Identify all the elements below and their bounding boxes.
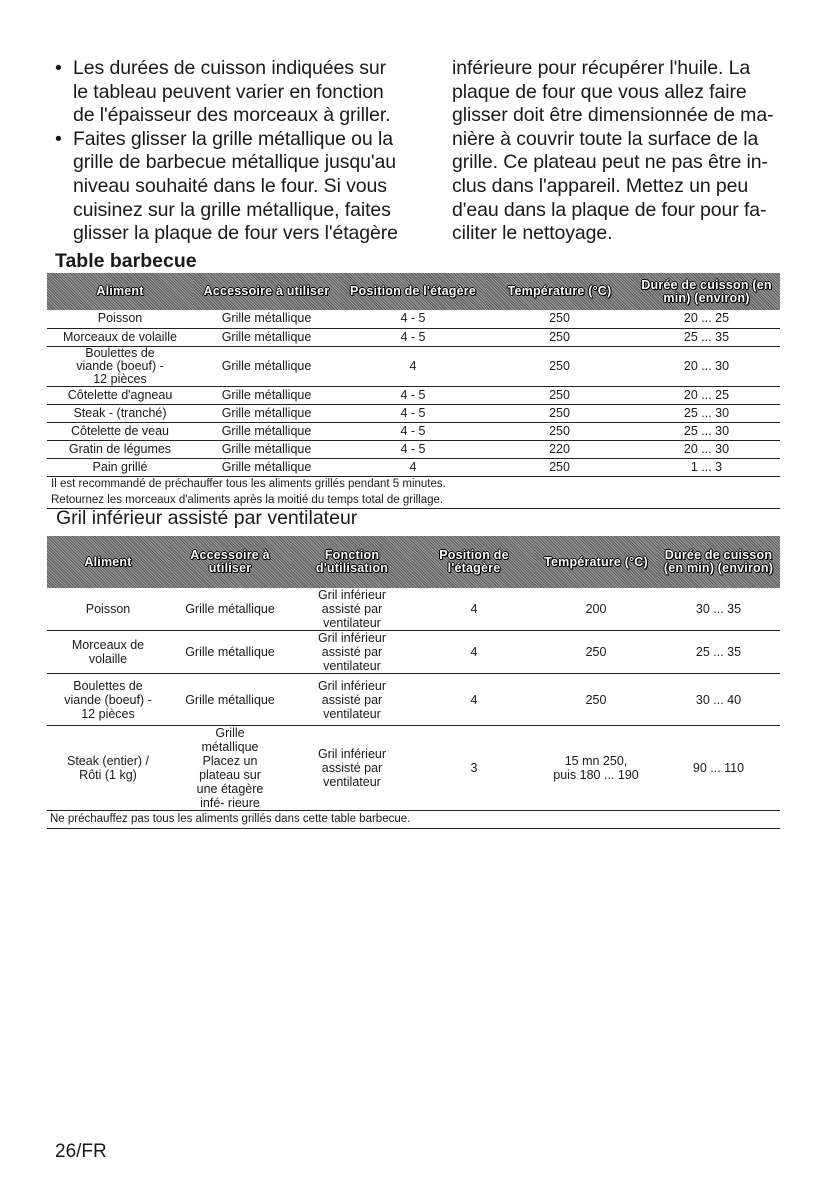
text-line: plaque de four que vous allez faire bbox=[452, 80, 747, 103]
cell-temperature: 250 bbox=[486, 328, 633, 346]
table-row bbox=[47, 588, 780, 631]
cell-duree: 30 ... 40 bbox=[657, 674, 780, 726]
table-header-row bbox=[47, 273, 780, 310]
text-line: ciliter le nettoyage. bbox=[452, 222, 613, 245]
cell-accessoire: Grille métallique bbox=[193, 440, 340, 458]
table-row bbox=[47, 404, 780, 422]
left-column bbox=[55, 57, 420, 246]
cell-position: 4 - 5 bbox=[340, 328, 486, 346]
table-note: Ne préchauffez pas tous les aliments grillés dans cette table barbecue. bbox=[47, 811, 780, 829]
cell-position: 4 bbox=[413, 631, 535, 674]
text-line: le tableau peuvent varier en fonction bbox=[73, 80, 384, 103]
cell-duree: 25 ... 30 bbox=[633, 404, 780, 422]
cell-fonction: Gril inférieur assisté par ventilateur bbox=[291, 674, 413, 726]
cell-fonction: Gril inférieur assisté par ventilateur bbox=[291, 588, 413, 631]
cell-fonction: Gril inférieur assisté par ventilateur bbox=[291, 726, 413, 811]
cell-aliment: Boulettes de viande (boeuf) - 12 pièces bbox=[47, 346, 193, 386]
cell-temperature: 250 bbox=[535, 631, 657, 674]
cell-temperature: 250 bbox=[486, 386, 633, 404]
table-note-row bbox=[47, 811, 780, 829]
table-row bbox=[47, 674, 780, 726]
text-line: clus dans l'appareil. Mettez un peu bbox=[452, 174, 749, 197]
table-barbecue bbox=[47, 273, 780, 509]
cell-duree: 20 ... 25 bbox=[633, 386, 780, 404]
cell-temperature: 250 bbox=[486, 404, 633, 422]
bullet-dot: • bbox=[55, 57, 62, 79]
cell-accessoire: Grille métallique bbox=[193, 346, 340, 386]
header-cell: Accessoire à utiliser bbox=[193, 273, 340, 310]
text-line: Faites glisser la grille métallique ou la bbox=[73, 127, 393, 150]
cell-duree: 30 ... 35 bbox=[657, 588, 780, 631]
table-gril-inferieur bbox=[47, 536, 780, 829]
cell-temperature: 200 bbox=[535, 588, 657, 631]
cell-accessoire: Grille métallique bbox=[169, 588, 291, 631]
cell-temperature: 250 bbox=[486, 310, 633, 328]
cell-accessoire: Grille métallique bbox=[193, 458, 340, 476]
text-line: glisser la plaque de four vers l'étagère bbox=[73, 222, 398, 245]
text-line: inférieure pour récupérer l'huile. La bbox=[452, 57, 751, 79]
cell-duree: 20 ... 30 bbox=[633, 440, 780, 458]
cell-aliment: Boulettes de viande (boeuf) - 12 pièces bbox=[47, 674, 169, 726]
page-number: 26/FR bbox=[55, 1141, 107, 1162]
header-cell: Accessoire à utiliser bbox=[169, 536, 291, 588]
cell-duree: 25 ... 30 bbox=[633, 422, 780, 440]
right-column bbox=[452, 57, 792, 246]
cell-accessoire: Grille métallique bbox=[169, 631, 291, 674]
cell-accessoire: Grille métallique bbox=[193, 328, 340, 346]
cell-accessoire: Grille métallique bbox=[193, 422, 340, 440]
text-line: grille de barbecue métallique jusqu'au bbox=[73, 151, 396, 174]
header-cell: Aliment bbox=[47, 273, 193, 310]
table-row bbox=[47, 422, 780, 440]
cell-position: 4 bbox=[340, 346, 486, 386]
table-row bbox=[47, 726, 780, 811]
text-line: de l'épaisseur des morceaux à griller. bbox=[73, 104, 391, 127]
cell-aliment: Morceaux de volaille bbox=[47, 328, 193, 346]
cell-position: 4 - 5 bbox=[340, 386, 486, 404]
table-note: Retournez les morceaux d'aliments après la moitié du temps total de grillage. bbox=[47, 493, 780, 508]
cell-aliment: Pain grillé bbox=[47, 458, 193, 476]
table-row bbox=[47, 386, 780, 404]
cell-duree: 25 ... 35 bbox=[633, 328, 780, 346]
table-row bbox=[47, 440, 780, 458]
cell-position: 4 - 5 bbox=[340, 440, 486, 458]
text-line: d'eau dans la plaque de four pour fa- bbox=[452, 198, 767, 221]
table-header-row bbox=[47, 536, 780, 588]
cell-duree: 20 ... 30 bbox=[633, 346, 780, 386]
cell-aliment: Poisson bbox=[47, 310, 193, 328]
cell-duree: 1 ... 3 bbox=[633, 458, 780, 476]
cell-fonction: Gril inférieur assisté par ventilateur bbox=[291, 631, 413, 674]
bullet-item bbox=[55, 128, 420, 246]
cell-accessoire: Grille métallique bbox=[193, 310, 340, 328]
cell-position: 4 - 5 bbox=[340, 422, 486, 440]
cell-accessoire: Grille métallique bbox=[193, 386, 340, 404]
header-cell: Position de l'étagère bbox=[413, 536, 535, 588]
cell-aliment: Steak - (tranché) bbox=[47, 404, 193, 422]
table-note-row bbox=[47, 476, 780, 493]
cell-accessoire: Grille métallique bbox=[169, 674, 291, 726]
cell-aliment: Gratin de légumes bbox=[47, 440, 193, 458]
text-line: Les durées de cuisson indiquées sur bbox=[73, 57, 387, 79]
cell-temperature: 220 bbox=[486, 440, 633, 458]
header-cell: Température (°C) bbox=[535, 536, 657, 588]
cell-aliment: Côtelette d'agneau bbox=[47, 386, 193, 404]
cell-position: 4 - 5 bbox=[340, 310, 486, 328]
table-note: Il est recommandé de préchauffer tous les aliments grillés pendant 5 minutes. bbox=[51, 478, 446, 491]
cell-accessoire: Grille métallique Placez un plateau sur une étagère infé- rieure bbox=[169, 726, 291, 811]
table-row bbox=[47, 328, 780, 346]
cell-temperature: 250 bbox=[486, 458, 633, 476]
cell-accessoire: Grille métallique bbox=[193, 404, 340, 422]
header-cell: Aliment bbox=[47, 536, 169, 588]
cell-temperature: 250 bbox=[486, 346, 633, 386]
header-cell: Position de l'étagère bbox=[340, 273, 486, 310]
text-line: nière à couvrir toute la surface de la bbox=[452, 127, 759, 150]
table-note-row bbox=[47, 493, 780, 508]
header-cell: Fonction d'utilisation bbox=[291, 536, 413, 588]
table-gril-title: Gril inférieur assisté par ventilateur bbox=[56, 507, 358, 529]
cell-position: 4 - 5 bbox=[340, 404, 486, 422]
cell-aliment: Steak (entier) / Rôti (1 kg) bbox=[47, 726, 169, 811]
cell-temperature: 250 bbox=[486, 422, 633, 440]
cell-temperature: 250 bbox=[535, 674, 657, 726]
header-cell: Durée de cuisson (en min) (environ) bbox=[633, 273, 780, 310]
table-row bbox=[47, 631, 780, 674]
cell-duree: 25 ... 35 bbox=[657, 631, 780, 674]
cell-aliment: Poisson bbox=[47, 588, 169, 631]
text-line: grille. Ce plateau peut ne pas être in- bbox=[452, 151, 768, 174]
cell-position: 3 bbox=[413, 726, 535, 811]
cell-position: 4 bbox=[340, 458, 486, 476]
cell-temperature: 15 mn 250, puis 180 ... 190 bbox=[535, 726, 657, 811]
text-line: glisser doit être dimensionnée de ma- bbox=[452, 104, 774, 127]
bullet-dot: • bbox=[55, 127, 62, 150]
text-line: cuisinez sur la grille métallique, faites bbox=[73, 198, 391, 221]
text-line: niveau souhaité dans le four. Si vous bbox=[73, 174, 387, 197]
header-cell: Température (°C) bbox=[486, 273, 633, 310]
header-cell: Durée de cuisson (en min) (environ) bbox=[657, 536, 780, 588]
bullet-item bbox=[55, 57, 420, 128]
cell-duree: 20 ... 25 bbox=[633, 310, 780, 328]
table-row bbox=[47, 458, 780, 476]
table-row bbox=[47, 346, 780, 386]
table-barbecue-title: Table barbecue bbox=[55, 250, 197, 272]
cell-position: 4 bbox=[413, 674, 535, 726]
table-row bbox=[47, 310, 780, 328]
cell-position: 4 bbox=[413, 588, 535, 631]
cell-duree: 90 ... 110 bbox=[657, 726, 780, 811]
cell-aliment: Côtelette de veau bbox=[47, 422, 193, 440]
cell-aliment: Morceaux de volaille bbox=[47, 631, 169, 674]
